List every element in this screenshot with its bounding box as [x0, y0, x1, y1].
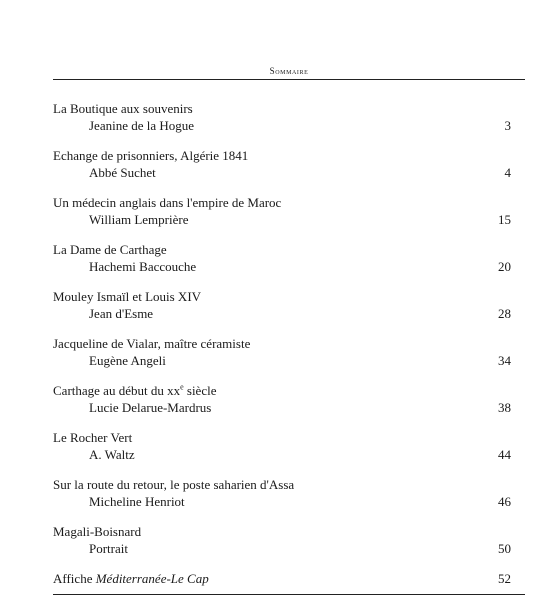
entry-author: Hachemi Baccouche: [89, 259, 197, 274]
toc-entry[interactable]: [53, 288, 511, 322]
toc-entry[interactable]: [53, 147, 511, 181]
entry-title-italic: Méditerranée-Le Cap: [95, 571, 209, 586]
entry-title: Echange de prisonniers, Algérie 1841: [53, 148, 249, 163]
toc-entry[interactable]: [53, 241, 511, 275]
footer-rule: [53, 594, 525, 595]
entry-title: Sur la route du retour, le poste saharien d'Assa: [53, 477, 295, 492]
entry-page-number: 52: [498, 571, 511, 586]
entry-title: Magali-Boisnard: [53, 524, 142, 539]
entry-page-number: 15: [498, 212, 511, 227]
entry-page-number: 46: [498, 494, 511, 509]
page-header: Sommaire: [269, 66, 309, 76]
toc-entry[interactable]: [53, 194, 511, 228]
century-superscript: e: [180, 382, 184, 392]
entry-title: Un médecin anglais dans l'empire de Maroc: [53, 195, 282, 210]
entry-page-number: 4: [504, 165, 511, 180]
entry-title: [53, 382, 511, 399]
entry-title-prefix: Affiche: [53, 571, 96, 586]
entry-page-number: 28: [498, 306, 511, 321]
entry-author: Lucie Delarue-Mardrus: [89, 400, 212, 415]
toc-entry[interactable]: [53, 476, 511, 510]
header-rule: [53, 79, 525, 80]
entry-author: Jean d'Esme: [89, 306, 154, 321]
entry-title: Jacqueline de Vialar, maître céramiste: [53, 336, 251, 351]
entry-title: La Dame de Carthage: [53, 242, 167, 257]
entry-title: La Boutique aux souvenirs: [53, 101, 193, 116]
table-of-contents: [53, 100, 511, 587]
toc-entry[interactable]: [53, 429, 511, 463]
entry-title: Le Rocher Vert: [53, 430, 133, 445]
toc-entry[interactable]: [53, 100, 511, 134]
entry-page-number: 20: [498, 259, 511, 274]
entry-page-number: 34: [498, 353, 511, 368]
entry-author: Abbé Suchet: [89, 165, 156, 180]
toc-entry[interactable]: [53, 570, 511, 587]
entry-author: Jeanine de la Hogue: [89, 118, 195, 133]
entry-page-number: 38: [498, 400, 511, 415]
entry-title: Mouley Ismaïl et Louis XIV: [53, 289, 202, 304]
entry-page-number: 44: [498, 447, 511, 462]
entry-author: Micheline Henriot: [89, 494, 185, 509]
entry-title-suffix: siècle: [183, 383, 217, 398]
entry-author: Eugène Angeli: [89, 353, 166, 368]
toc-entry[interactable]: [53, 335, 511, 369]
toc-entry[interactable]: [53, 382, 511, 416]
entry-title: [53, 570, 511, 587]
entry-author: A. Waltz: [89, 447, 135, 462]
entry-title-prefix: Carthage au début du: [53, 383, 168, 398]
century-numeral: xx: [167, 383, 181, 398]
toc-entry[interactable]: [53, 523, 511, 557]
entry-page-number: 3: [504, 118, 511, 133]
entry-author: Portrait: [89, 541, 128, 556]
entry-author: William Lemprière: [89, 212, 189, 227]
entry-page-number: 50: [498, 541, 511, 556]
